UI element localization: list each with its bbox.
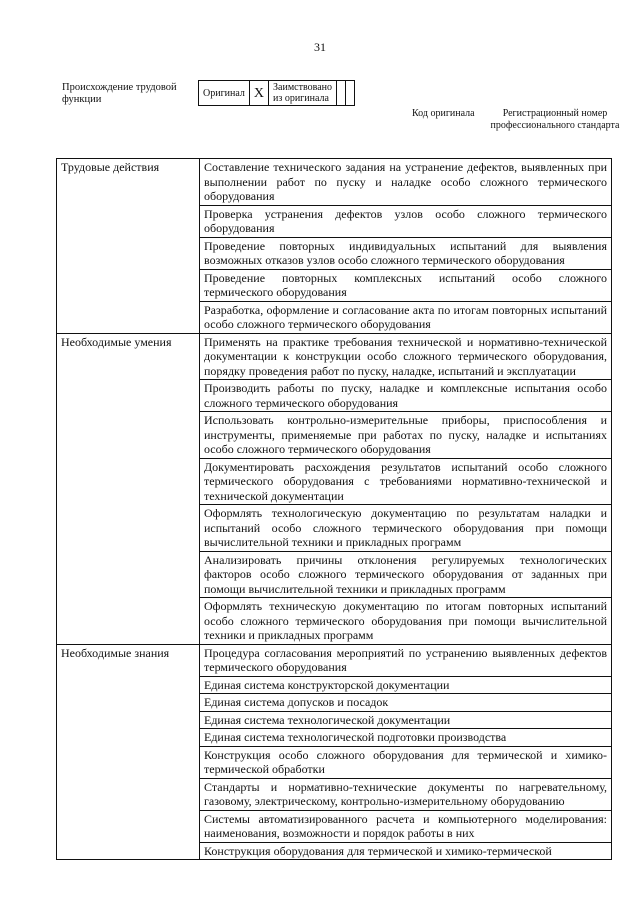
labor-actions-item: Разработка, оформление и согласование акта по итогам повторных испытаний особо сложного термического оборудования xyxy=(200,301,612,333)
required-skills-item: Применять на практике требования технической и нормативно-технической документации к конструкции особо сложного термического оборудования, порядку проведения работ по пуску, наладке, испытаний и эксплуатации xyxy=(200,333,612,380)
code-cell xyxy=(337,81,346,106)
required-knowledge-item: Единая система конструкторской документации xyxy=(200,676,612,694)
labor-actions-item: Проверка устранения дефектов узлов особо сложного термического оборудования xyxy=(200,205,612,237)
borrowed-cell: Заимствовано из оригинала xyxy=(269,81,337,106)
table-row xyxy=(57,333,612,380)
required-knowledge-item: Конструкция оборудования для термической и химико-термической xyxy=(200,842,612,860)
table-row xyxy=(57,159,612,206)
labor-actions-item: Проведение повторных индивидуальных испытаний для выявления возможных отказов узлов особо сложного термического оборудования xyxy=(200,237,612,269)
labor-actions-item: Составление технического задания на устранение дефектов, выявленных при выполнении работ по пуску и наладке особо сложного термического оборудования xyxy=(200,159,612,206)
required-skills-item: Использовать контрольно-измерительные приборы, приспособления и инструменты, применяемые при работах по пуску, наладке и испытаниях особо сложного термического оборудования xyxy=(200,412,612,459)
original-mark: X xyxy=(249,81,268,106)
page-number: 31 xyxy=(314,40,326,54)
required-skills-item: Анализировать причины отклонения регулируемых технологических факторов особо сложного термического оборудования от заданных при помощи вычислительной техники и прикладных программ xyxy=(200,551,612,598)
labor-actions-category: Трудовые действия xyxy=(57,159,200,334)
required-knowledge-item: Конструкция особо сложного оборудования для термической и химико-термической обработки xyxy=(200,746,612,778)
reg-number-cell xyxy=(346,81,355,106)
required-knowledge-item: Единая система технологической документации xyxy=(200,711,612,729)
origin-table xyxy=(198,80,355,106)
origin-label: Происхождение трудовой функции xyxy=(62,82,177,105)
required-knowledge-item: Системы автоматизированного расчета и компьютерного моделирования: наименования, возможности и порядок работы в них xyxy=(200,810,612,842)
reg-number-caption: Регистрационный номер профессионального стандарта xyxy=(490,108,620,131)
required-skills-category: Необходимые умения xyxy=(57,333,200,644)
required-knowledge-item: Единая система технологической подготовки производства xyxy=(200,729,612,747)
function-table xyxy=(56,158,612,860)
required-skills-item: Оформлять техническую документацию по итогам повторных испытаний особо сложного термического оборудования при помощи вычислительной техники и прикладных программ xyxy=(200,598,612,645)
required-knowledge-item: Процедура согласования мероприятий по устранению выявленных дефектов термического оборудования xyxy=(200,644,612,676)
labor-actions-item: Проведение повторных комплексных испытаний особо сложного термического оборудования xyxy=(200,269,612,301)
required-skills-item: Документировать расхождения результатов испытаний особо сложного термического оборудования с требованиями нормативно-технической и технической документации xyxy=(200,458,612,505)
required-knowledge-item: Стандарты и нормативно-технические документы по нагревательному, газовому, электрическому, контрольно-измерительному оборудованию xyxy=(200,778,612,810)
required-knowledge-category: Необходимые знания xyxy=(57,644,200,860)
required-skills-item: Производить работы по пуску, наладке и комплексные испытания особо сложного термического оборудования xyxy=(200,380,612,412)
required-knowledge-item: Единая система допусков и посадок xyxy=(200,694,612,712)
required-skills-item: Оформлять технологическую документацию по результатам наладки и испытаний особо сложного термического оборудования при помощи вычислительной техники и прикладных программ xyxy=(200,505,612,552)
code-caption: Код оригинала xyxy=(412,108,475,119)
function-table-body xyxy=(57,159,612,860)
original-cell: Оригинал xyxy=(199,81,250,106)
table-row xyxy=(57,644,612,676)
